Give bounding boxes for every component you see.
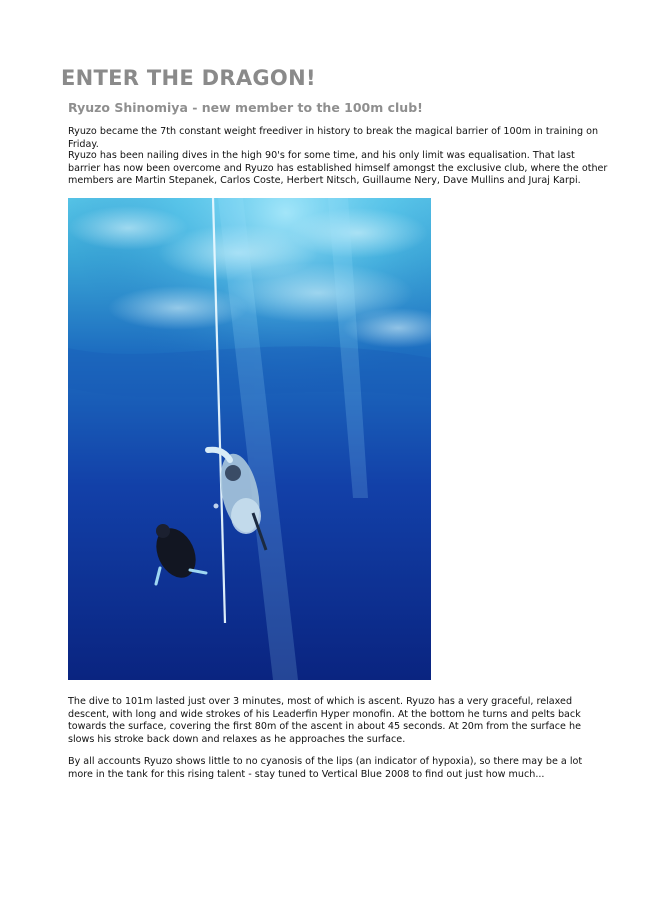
paragraph-conclusion: By all accounts Ryuzo shows little to no cyanosis of the lips (an indicator of hypoxia), so there may be a lot more in the tank for this rising talent - stay tuned to Vertical Blue 2008 to find out just how much... — [68, 756, 583, 780]
article-subtitle: Ryuzo Shinomiya - new member to the 100m club! — [68, 100, 423, 115]
paragraph-dive-description: The dive to 101m lasted just over 3 minutes, most of which is ascent. Ryuzo has a very graceful, relaxed descent, with long and wide strokes of his Leaderfin Hyper monofin. At the bottom he turns and pelts back towards the surface, covering the first 80m of the ascent in about 45 seconds. At 20m from the surface he slows his stroke back down and relaxes as he approaches the surface. — [68, 696, 581, 745]
article-title: ENTER THE DRAGON! — [61, 66, 316, 90]
paragraph-club-members: Ryuzo has been nailing dives in the high 90's for some time, and his only limit was equalisation. That last barrier has now been overcome and Ryuzo has established himself amongst the exclusive club, where the other members are Martin Stepanek, Carlos Coste, Herbert Nitsch, Guillaume Nery, Dave Mullins and Juraj Karpi. — [68, 150, 608, 187]
paragraph-intro: Ryuzo became the 7th constant weight freediver in history to break the magical barrier of 100m in training on Friday. — [68, 126, 599, 150]
freediver-underwater-photo — [68, 198, 431, 680]
